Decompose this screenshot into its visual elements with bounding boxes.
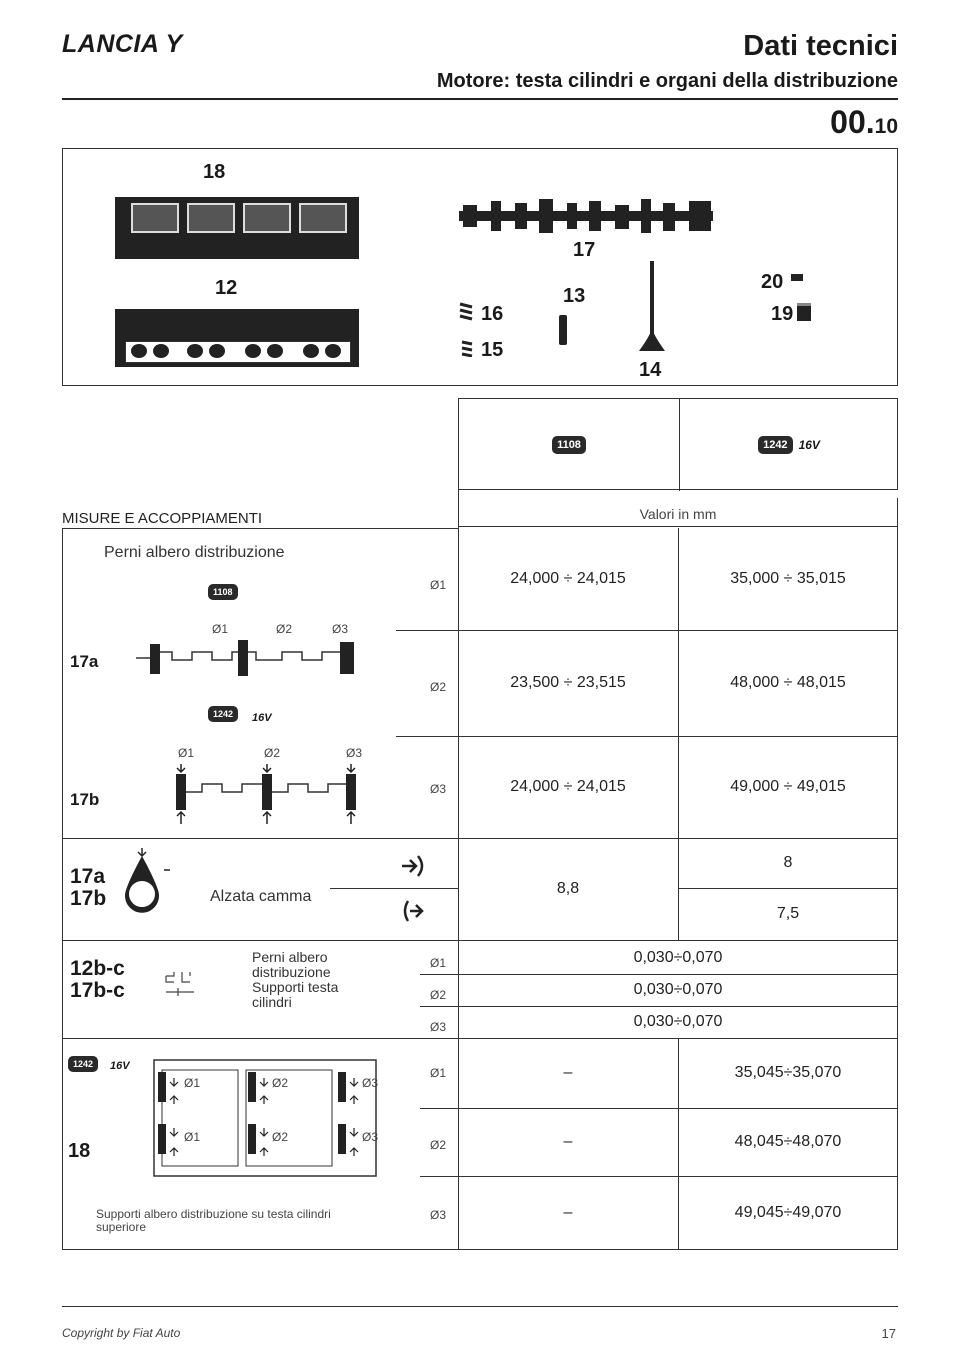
support-value: – (563, 1204, 573, 1221)
label-18: 18 (203, 161, 226, 183)
engine-16v-label: 16V (798, 438, 820, 452)
clearance-value: 0,030÷0,070 (633, 981, 723, 998)
row-symbol: Ø1 (430, 578, 447, 592)
support-value: 49,045÷49,070 (734, 1204, 842, 1221)
engine-1242-small-icon: 1242 (68, 1056, 98, 1072)
engine-1108-icon: 1108 (552, 436, 586, 454)
label-13: 13 (563, 285, 586, 307)
lift-value-16v-intake: 8 (783, 854, 793, 871)
label-17a: 17a (70, 652, 99, 671)
header-rule (62, 98, 898, 100)
engine-1242-icon: 1242 (758, 436, 792, 454)
row-symbol: Ø1 (430, 956, 447, 970)
row-symbol: Ø3 (430, 1020, 447, 1034)
clearance-text: Perni albero distribuzione Supporti testa cilindri (252, 949, 339, 1010)
value-cell: 35,000 ÷ 35,015 (730, 570, 846, 587)
diam-label: Ø1 (178, 746, 195, 760)
value-cell: 24,000 ÷ 24,015 (510, 570, 626, 587)
row-symbol: Ø3 (430, 782, 447, 796)
support-diam-label: Ø1 (184, 1076, 201, 1090)
exhaust-arrow-icon (402, 898, 428, 924)
valve-seats-icon (125, 341, 349, 361)
section-code: 00.10 (830, 104, 898, 140)
clearance-value: 0,030÷0,070 (633, 949, 723, 966)
cylinder-head-drawing (115, 309, 359, 367)
brand-title: LANCIA Y (62, 30, 183, 58)
label-15: 15 (481, 339, 504, 361)
camshaft-supports-drawing (150, 1052, 380, 1182)
tappet-icon (797, 303, 811, 321)
cam-profile-icon (120, 848, 174, 914)
diam-label: Ø1 (212, 622, 229, 636)
support-value: – (563, 1064, 573, 1081)
engine-16v-small-label: 16V (252, 712, 272, 724)
lift-labels: 17a 17b (70, 865, 107, 910)
camshaft-title: Perni albero distribuzione (104, 544, 285, 561)
value-cell: 23,500 ÷ 23,515 (510, 674, 626, 691)
section-title: MISURE E ACCOPPIAMENTI (62, 510, 263, 527)
valve-icon (637, 261, 667, 353)
camshaft-16v-drawing (168, 762, 368, 826)
components-illustration (62, 148, 898, 386)
label-18-support: 18 (68, 1140, 91, 1162)
support-value: – (563, 1133, 573, 1150)
camshaft-8v-drawing (132, 634, 356, 684)
value-cell: 49,000 ÷ 49,015 (730, 778, 846, 795)
row-symbol: Ø2 (430, 680, 447, 694)
inner-spring-icon (461, 339, 473, 357)
label-20: 20 (761, 271, 784, 293)
diam-label: Ø2 (264, 746, 281, 760)
row-symbol: Ø2 (430, 1138, 447, 1152)
intake-arrow-icon (400, 854, 426, 878)
outer-spring-icon (459, 301, 473, 323)
lift-value-16v-exhaust: 7,5 (776, 905, 800, 922)
support-value: 48,045÷48,070 (734, 1133, 842, 1150)
lift-value-8v: 8,8 (556, 880, 580, 897)
value-cell: 48,000 ÷ 48,015 (730, 674, 846, 691)
clearance-labels: 12b-c 17b-c (70, 957, 125, 1002)
lift-title: Alzata camma (210, 888, 312, 905)
row-symbol: Ø1 (430, 1066, 447, 1080)
support-diam-label: Ø3 (362, 1076, 379, 1090)
page-title: Dati tecnici (743, 30, 898, 62)
label-14: 14 (639, 359, 662, 381)
engine-1108-small-icon: 1108 (208, 584, 238, 600)
support-diam-label: Ø3 (362, 1130, 379, 1144)
label-12: 12 (215, 277, 238, 299)
value-cell: 24,000 ÷ 24,015 (510, 778, 626, 795)
diam-label: Ø2 (276, 622, 293, 636)
diam-label: Ø3 (346, 746, 363, 760)
support-diam-label: Ø2 (272, 1076, 289, 1090)
camshaft-housing-drawing (115, 197, 359, 259)
label-19: 19 (771, 303, 794, 325)
clearance-icon (164, 968, 204, 998)
engine-1242-small-icon: 1242 (208, 706, 238, 722)
support-diam-label: Ø2 (272, 1130, 289, 1144)
page-number: 17 (881, 1326, 896, 1341)
row-symbol: Ø2 (430, 988, 447, 1002)
clearance-value: 0,030÷0,070 (633, 1013, 723, 1030)
engine-header-box (458, 398, 898, 490)
camshaft-drawing (457, 197, 715, 237)
support-diam-label: Ø1 (184, 1130, 201, 1144)
diam-label: Ø3 (332, 622, 349, 636)
label-17: 17 (573, 239, 596, 261)
shim-icon (791, 274, 803, 281)
units-label: Valori in mm (639, 506, 717, 522)
engine-16v-small-label: 16V (110, 1060, 130, 1072)
supports-caption: Supporti albero distribuzione su testa cilindri superiore (96, 1207, 331, 1234)
label-16: 16 (481, 303, 504, 325)
page-subtitle: Motore: testa cilindri e organi della distribuzione (436, 70, 898, 92)
footer-rule (62, 1306, 898, 1307)
row-symbol: Ø3 (430, 1208, 447, 1222)
label-17b: 17b (70, 790, 100, 809)
support-value: 35,045÷35,070 (734, 1064, 842, 1081)
valve-guide-icon (559, 315, 567, 345)
copyright: Copyright by Fiat Auto (62, 1326, 181, 1340)
